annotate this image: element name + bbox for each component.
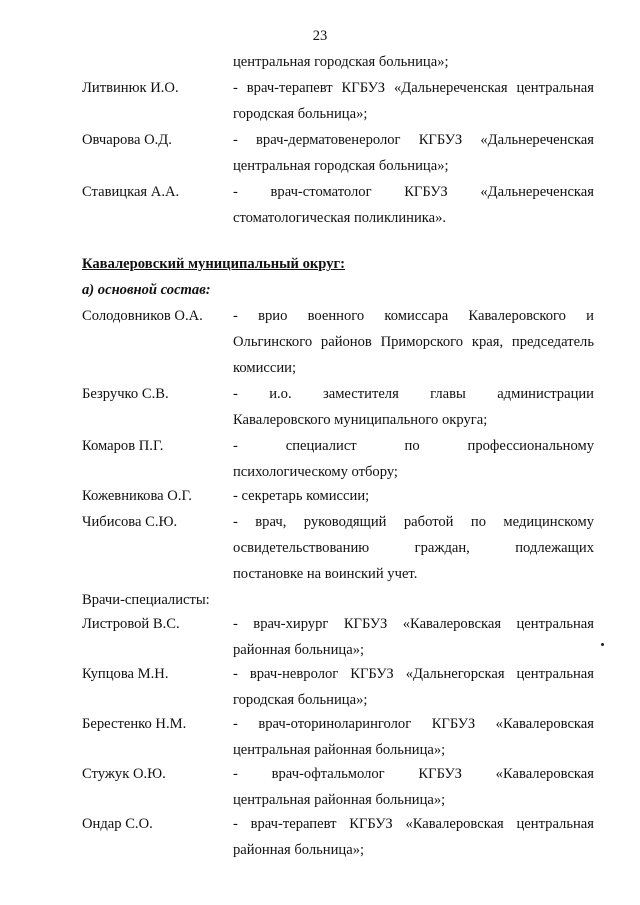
page-number: 23	[312, 28, 328, 44]
description-line: - врач-стоматолог КГБУЗ «Дальнереченская	[233, 184, 594, 200]
description-line: освидетельствованию граждан, подлежащих	[233, 540, 594, 556]
member-name: Купцова М.Н.	[82, 666, 169, 682]
description-line: районная больница»;	[233, 842, 365, 858]
entry-description	[233, 78, 594, 130]
member-name: Ставицкая А.А.	[82, 184, 180, 200]
description-line: Ольгинского районов Приморского края, председатель	[233, 334, 594, 350]
entry-description	[233, 512, 594, 590]
entry-description	[233, 182, 594, 234]
entry-description	[233, 384, 594, 436]
member-name: Литвинюк И.О.	[82, 80, 179, 96]
description-line: - врач-невролог КГБУЗ «Дальнегорская центральная	[233, 666, 594, 682]
description-line: психологическому отбору;	[233, 464, 398, 480]
entry-description	[233, 130, 594, 182]
section-heading: Кавалеровский муниципальный округ:	[82, 256, 346, 272]
entry-description	[233, 814, 594, 866]
description-line: центральная городская больница»;	[233, 158, 449, 174]
entry-description	[233, 714, 594, 766]
description-line: - секретарь комиссии;	[233, 488, 370, 504]
description-line: городская больница»;	[233, 692, 368, 708]
member-name: Комаров П.Г.	[82, 438, 164, 454]
description-line: стоматологическая поликлиника».	[233, 210, 447, 226]
subsection-heading: а) основной состав:	[82, 282, 211, 298]
description-line: центральная районная больница»;	[233, 742, 446, 758]
description-line: - врач-терапевт КГБУЗ «Кавалеровская центральная	[233, 816, 594, 832]
description-line: - врач-дерматовенеролог КГБУЗ «Дальнереченская	[233, 132, 594, 148]
entry-description	[233, 614, 594, 666]
description-line: центральная городская больница»;	[233, 54, 449, 70]
description-line: - врач-хирург КГБУЗ «Кавалеровская центральная	[233, 616, 594, 632]
scan-speck	[601, 643, 604, 646]
description-line: комиссии;	[233, 360, 297, 376]
entry-description	[233, 486, 594, 512]
description-line: - врач, руководящий работой по медицинскому	[233, 514, 594, 530]
description-line: - врио военного комиссара Кавалеровского и	[233, 308, 594, 324]
member-name: Кожевникова О.Г.	[82, 488, 192, 504]
description-line: Кавалеровского муниципального округа;	[233, 412, 488, 428]
member-name: Ондар С.О.	[82, 816, 153, 832]
description-line: - специалист по профессиональному	[233, 438, 594, 454]
description-line: постановке на воинский учет.	[233, 566, 418, 582]
description-line: центральная районная больница»;	[233, 792, 446, 808]
member-name: Чибисова С.Ю.	[82, 514, 178, 530]
description-line: районная больница»;	[233, 642, 365, 658]
description-line: городская больница»;	[233, 106, 368, 122]
entry-description	[233, 306, 594, 384]
member-name: Листровой В.С.	[82, 616, 180, 632]
specialists-label: Врачи-специалисты:	[82, 592, 210, 608]
member-name: Берестенко Н.М.	[82, 716, 187, 732]
description-line: - врач-оториноларинголог КГБУЗ «Кавалеровская	[233, 716, 594, 732]
member-name: Стужук О.Ю.	[82, 766, 166, 782]
description-line: - врач-терапевт КГБУЗ «Дальнереченская центральная	[233, 80, 594, 96]
member-name: Безручко С.В.	[82, 386, 169, 402]
entry-description	[233, 52, 594, 78]
member-name: Овчарова О.Д.	[82, 132, 172, 148]
description-line: - и.о. заместителя главы администрации	[233, 386, 594, 402]
entry-description	[233, 664, 594, 716]
description-line: - врач-офтальмолог КГБУЗ «Кавалеровская	[233, 766, 594, 782]
entry-description	[233, 764, 594, 816]
member-name: Солодовников О.А.	[82, 308, 203, 324]
entry-description	[233, 436, 594, 488]
